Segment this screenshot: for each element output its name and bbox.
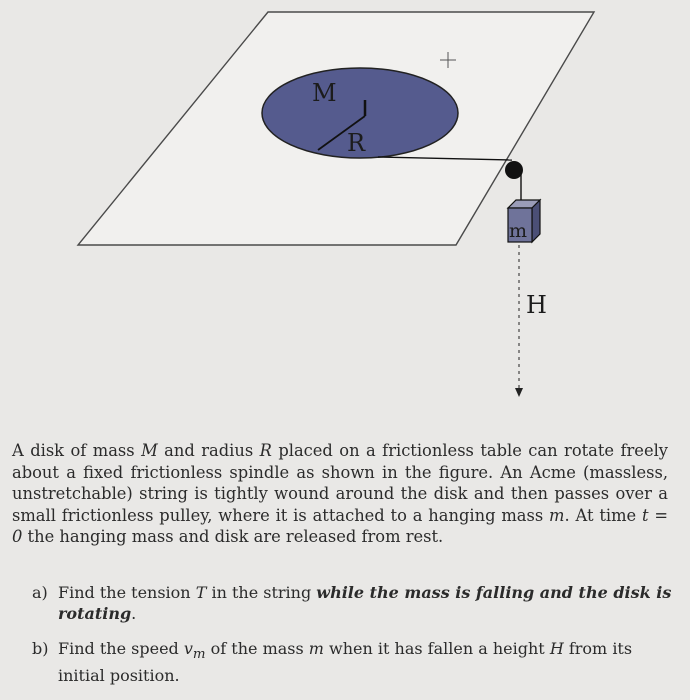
fall-arrowhead [515,388,523,397]
math-v: v [183,639,193,658]
math-H: H [549,639,564,658]
part-b [32,638,672,686]
math-m: m [549,505,565,525]
text: of the mass [205,639,309,658]
math-v-subscript: m [192,647,206,663]
text: placed on a frictionless table can rotate freely about a fixed frictionless spindle as shown in the figure. An Acme (massless, unstretchable) string is tightly wound around the disk and then passes over a small frictionless pulley, where it is attached to a hanging mass [12,441,668,525]
text: Find the tension [58,583,196,602]
problem-statement [12,440,668,548]
text: . At time [564,505,642,525]
math-T: T [195,583,207,602]
disk-radius-label: R [347,129,366,157]
text: when it has fallen a height [323,639,550,658]
text: from its initial position. [58,639,633,686]
emphasis: while the mass is falling and the disk is rotating [58,583,672,623]
text: Find the speed [58,639,184,658]
height-label: H [526,291,547,319]
part-a [32,582,672,624]
text: in the string [206,583,317,602]
text: . [131,604,137,623]
math-m: m [308,639,324,658]
text: A disk of mass [12,441,142,460]
part-b-label: b) [32,639,49,658]
part-b-text [58,638,672,686]
math-M: M [141,441,158,460]
part-a-text [58,582,672,624]
math-R: R [259,441,272,460]
part-a-label: a) [32,583,48,602]
text: the hanging mass and disk are released from rest. [22,527,444,546]
question-parts [32,582,672,700]
problem-paragraph [12,440,668,548]
text: and radius [157,441,260,460]
math-t0: t = 0 [12,505,668,546]
disk-mass-label: M [312,79,337,107]
hanging-mass-label: m [509,220,528,242]
